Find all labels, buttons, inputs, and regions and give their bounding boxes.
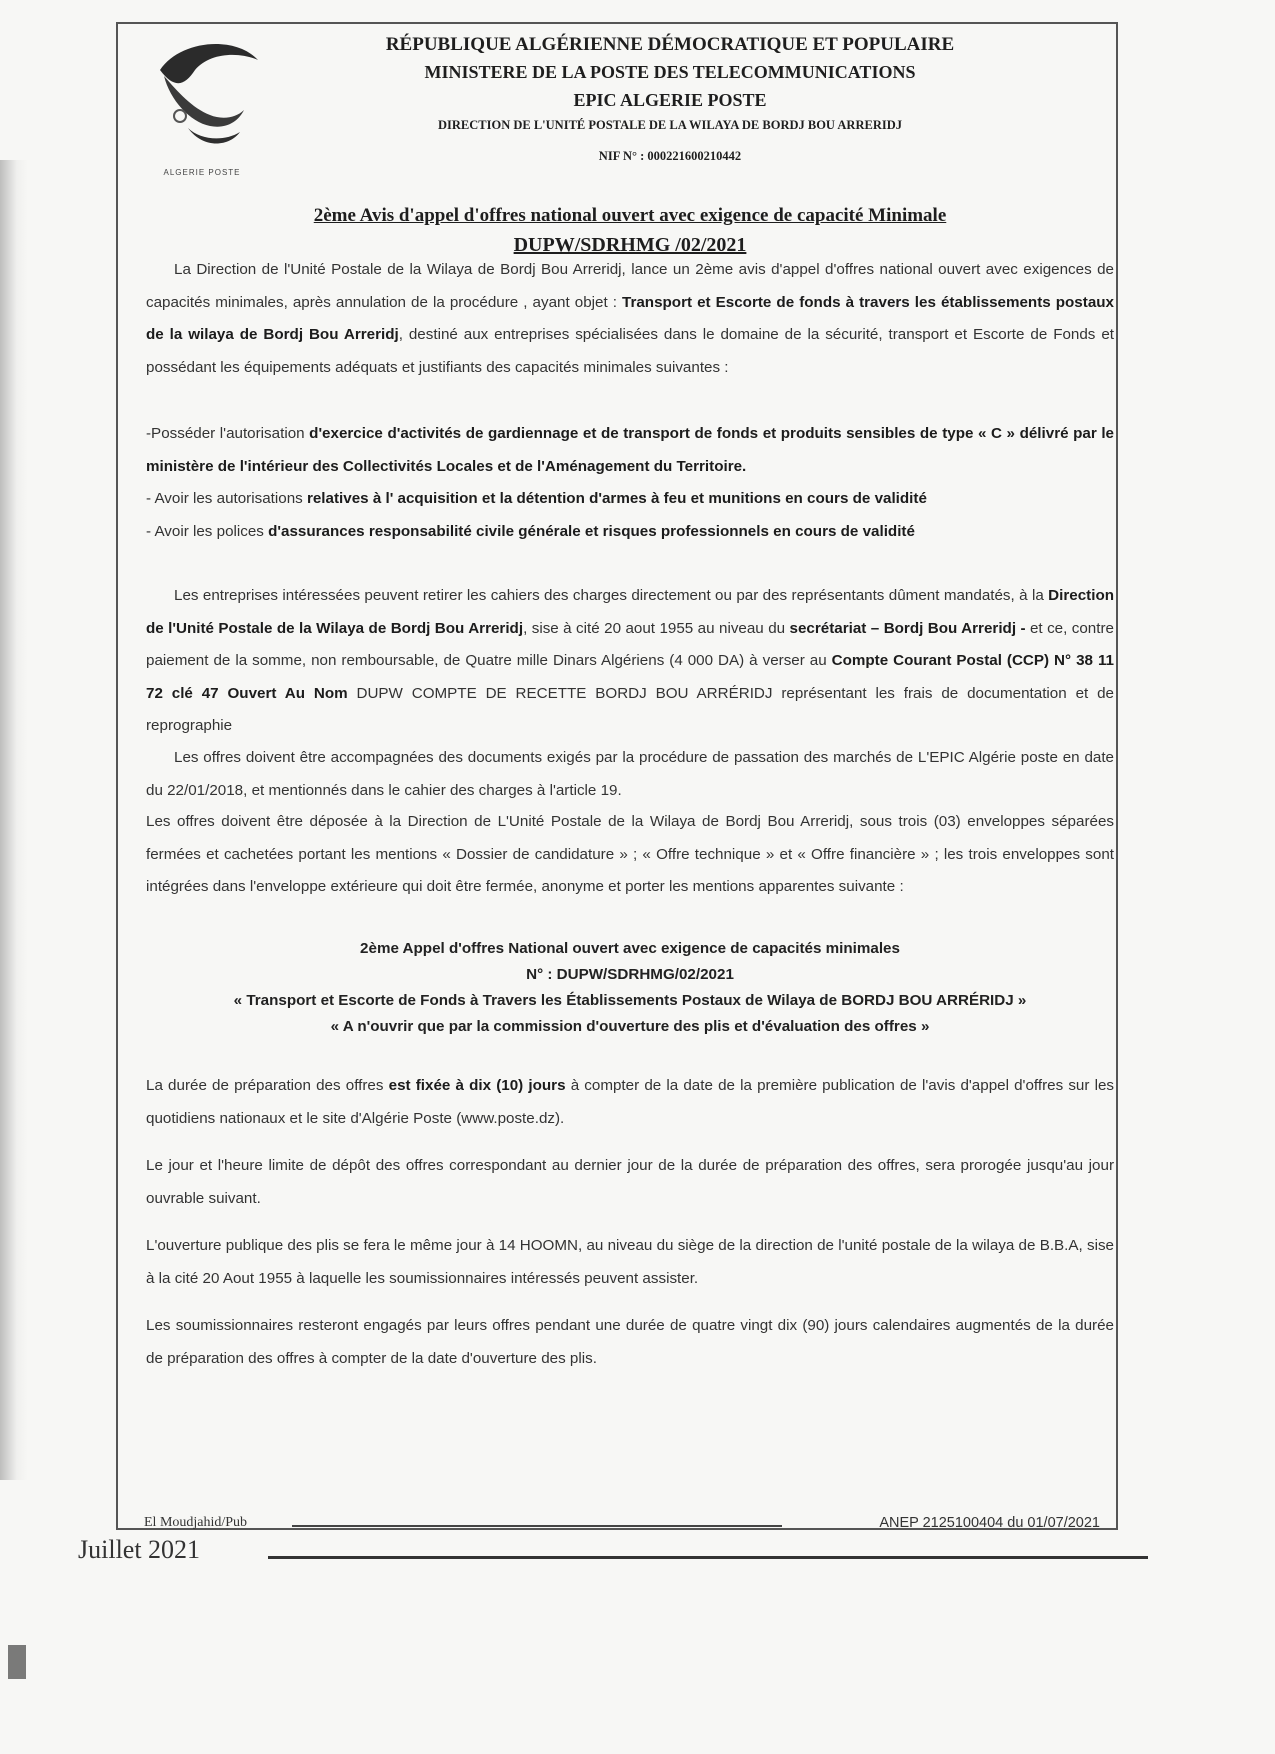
retrait-paragraph	[146, 580, 1114, 743]
duree-period: est fixée à dix (10) jours	[388, 1077, 566, 1094]
duree-text-a: La durée de préparation des offres	[146, 1077, 389, 1094]
envelope-reference: N° : DUPW/SDRHMG/02/2021	[526, 966, 734, 983]
requirement-item	[146, 516, 1114, 549]
requirement-text: - Avoir les autorisations	[146, 490, 307, 507]
republic-heading: RÉPUBLIQUE ALGÉRIENNE DÉMOCRATIQUE ET POPULAIRE	[385, 34, 955, 55]
retrait-text-a: Les entreprises intéressées peuvent retirer les cahiers des charges directement ou par des représentants dûment mandatés, à la	[174, 587, 1049, 604]
footer	[122, 1515, 1112, 1535]
envelope-line: « A n'ouvrir que par la commission d'ouverture des plis et d'évaluation des offres »	[330, 1018, 930, 1035]
retrait-direction: Direction de l'Unité Postale de la Wilaya de Bordj Bou Arreridj	[146, 587, 1114, 637]
logo-caption: ALGERIE POSTE	[163, 168, 241, 177]
intro-paragraph	[146, 254, 1114, 384]
retrait-text-d: DUPW COMPTE DE RECETTE BORDJ BOU ARRÉRIDJ représentant les frais de documentation et de reprographie	[146, 684, 1114, 734]
requirement-text: - Avoir les polices	[146, 522, 269, 540]
envelope-line: 2ème Appel d'offres National ouvert avec exigence de capacités minimales	[360, 940, 900, 957]
offres-documents-paragraph: Les offres doivent être accompagnées des documents exigés par la procédure de passation des marchés de L'EPIC Algérie poste en date du 22/01/2018, et mentionnés dans le cahier des charges à l'article 19.	[146, 749, 1114, 799]
issue-date: Juillet 2021	[78, 1535, 201, 1564]
scan-mark	[8, 1645, 26, 1679]
nif-number: NIF N° : 000221600210442	[598, 149, 742, 163]
requirement-bold: d'exercice d'activités de gardiennage et de transport de fonds et produits sensibles de type « C » délivré par le ministère de l'intérieur des Collectivités Locales et de l'Aménagement du Territoire.	[146, 425, 1114, 475]
duree-paragraph	[146, 1070, 1114, 1135]
requirement-bold: d'assurances responsabilité civile générale et risques professionnels en cours de validité	[268, 522, 915, 540]
retrait-text-b: , sise à cité 20 aout 1955 au niveau du	[523, 619, 790, 637]
intro-object: Transport et Escorte de fonds à travers les établissements postaux de la wilaya de Bordj Bou Arreridj	[146, 293, 1114, 343]
newspaper-source: El Moudjahid/Pub	[144, 1515, 248, 1530]
requirement-bold: relatives à l' acquisition et la détention d'armes à feu et munitions en cours de validité	[306, 490, 927, 507]
requirement-text: -Posséder l'autorisation	[146, 425, 310, 442]
issue-rule	[268, 1556, 1148, 1559]
envelope-mentions	[146, 936, 1114, 1040]
engagement-paragraph: Les soumissionnaires resteront engagés par leurs offres pendant une durée de quatre vingt dix (90) jours calendaires augmentés de la durée de préparation des offres à compter de la date d'ouverture des plis.	[146, 1317, 1114, 1367]
epic-heading: EPIC ALGERIE POSTE	[573, 90, 767, 110]
requirements-list	[146, 418, 1114, 548]
direction-heading: DIRECTION DE L'UNITÉ POSTALE DE LA WILAYA DE BORDJ BOU ARRERIDJ	[437, 118, 902, 132]
requirement-item	[146, 418, 1114, 483]
retrait-ccp: Compte Courant Postal (CCP) N° 38 11 72 clé 47 Ouvert Au Nom	[146, 652, 1115, 702]
retrait-secretariat: secrétariat – Bordj Bou Arreridj -	[789, 619, 1026, 637]
scan-shadow	[0, 160, 28, 1480]
requirement-item	[146, 483, 1114, 516]
footer-rule	[292, 1525, 782, 1527]
algerie-poste-logo	[140, 30, 264, 180]
intro-text-a: La Direction de l'Unité Postale de la Wilaya de Bordj Bou Arreridj, lance un 2ème avis d'appel d'offres national ouvert avec exigences de capacités minimales, après annulation de la procédure , ayant objet :	[146, 261, 1114, 311]
tender-reference: DUPW/SDRHMG /02/2021	[513, 234, 747, 256]
offres-depot-paragraph: Les offres doivent être déposée à la Direction de L'Unité Postale de la Wilaya de Bordj Bou Arreridj, sous trois (03) enveloppes séparées fermées et cachetées portant les mentions « Dossier de candidature » ; « Offre technique » et « Offre financière » ; les trois enveloppes sont intégrées dans l'enveloppe extérieure qui doit être fermée, anonyme et porter les mentions apparentes suivante :	[146, 813, 1114, 895]
tender-title: 2ème Avis d'appel d'offres national ouvert avec exigence de capacité Minimale	[313, 205, 947, 226]
envelope-line: « Transport et Escorte de Fonds à Travers les Établissements Postaux de Wilaya de BORDJ BOU ARRÉRIDJ »	[233, 992, 1027, 1009]
duree-text-b: à compter de la date de la première publication de l'avis d'appel d'offres sur les quotidiens nationaux et le site d'Algérie Poste (www.poste.dz).	[146, 1077, 1115, 1127]
intro-text-b: , destiné aux entreprises spécialisées dans le domaine de la sécurité, transport et Escorte de Fonds et possédant les équipements adéquats et justifiants des capacités minimales suivantes :	[146, 326, 1114, 376]
ministry-heading: MINISTERE DE LA POSTE DES TELECOMMUNICATIONS	[424, 62, 916, 82]
anep-reference: ANEP 2125100404 du 01/07/2021	[879, 1515, 1100, 1531]
retrait-text-c: et ce, contre paiement de la somme, non remboursable, de Quatre mille Dinars Algériens (4 000 DA) à verser au	[146, 619, 1114, 669]
limite-paragraph: Le jour et l'heure limite de dépôt des offres correspondant au dernier jour de la durée de préparation des offres, sera prorogée jusqu'au jour ouvrable suivant.	[146, 1157, 1114, 1207]
ouverture-paragraph: L'ouverture publique des plis se fera le même jour à 14 HOOMN, au niveau du siège de la direction de l'unité postale de la wilaya de B.B.A, sise à la cité 20 Aout 1955 à laquelle les soumissionnaires intéressés peuvent assister.	[146, 1237, 1114, 1287]
